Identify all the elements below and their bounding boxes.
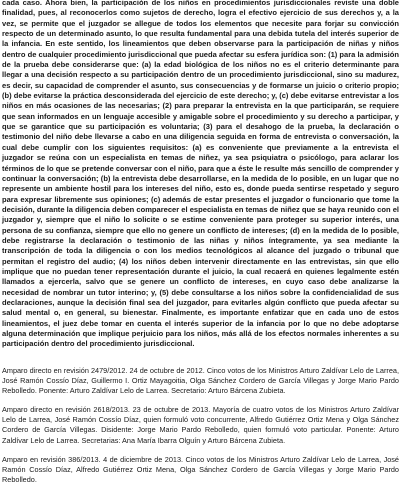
precedent-paragraph: Amparo directo en revisión 2618/2013. 23 de octubre de 2013. Mayoría de cuatro votos de los Ministros Arturo Zaldívar Lelo de Larrea, José Ramón Cossío Díaz, quien formuló voto concurrente, Alfredo Gutiérrez Ortiz Mena y Olga Sánchez Cordero de García Villegas. Disidente: Jorge Mario Pardo Rebolledo, quien formuló voto particular. Ponente: Arturo Zaldívar Lelo de Larrea. Secretarias: Ana María Ibarra Olguín y Arturo Bárcena Zubieta. [2, 405, 399, 445]
precedents-list [2, 366, 399, 486]
thesis-body-text: cada caso. Ahora bien, la participación de los niños en procedimientos jurisdiccionales reviste una doble finalidad, pues, al reconocerlos como sujetos de derecho, logra el efectivo ejercicio de sus derechos y, a la vez, se permite que el juzgador se allegue de todos los elementos que necesite para forjar su convicción respecto de un determinado asunto, lo que resulta fundamental para una debida tutela del interés superior de la infancia. En este sentido, los lineamientos que deben observarse para la participación de niñas y niños dentro de cualquier procedimiento jurisdiccional que pueda afectar su esfera jurídica son: (1) para la admisión de la prueba debe considerarse que: (a) la edad biológica de los niños no es el criterio determinante para llegar a una decisión respecto a su participación dentro de un procedimiento jurisdiccional, sino su madurez, es decir, su capacidad de comprender el asunto, sus consecuencias y de formarse un juicio o criterio propio; (b) debe evitarse la práctica desconsiderada del ejercicio de este derecho; y, (c) debe evitarse entrevistar a los niños en más ocasiones de las necesarias; (2) para preparar la entrevista en la que participarán, se requiere que sean informados en un lenguaje accesible y amigable sobre el procedimiento y su derecho a participar, y que se garantice que su participación es voluntaria; (3) para el desahogo de la prueba, la declaración o testimonio del niño debe llevarse a cabo en una diligencia seguida en forma de entrevista o conversación, la cual debe cumplir con los siguientes requisitos: (a) es conveniente que previamente a la entrevista el juzgador se reúna con un especialista en temas de niñez, ya sea psiquiatra o psicólogo, para aclarar los términos de lo que se pretende conversar con el niño, para que a éste le resulte más sencillo de comprender y continuar la conversación; (b) la entrevista debe desarrollarse, en la medida de lo posible, en un lugar que no represente un ambiente hostil para los intereses del niño, esto es, donde pueda sentirse respetado y seguro para expresar libremente sus opiniones; (c) además de estar presentes el juzgador o funcionario que tome la decisión, durante la diligencia deben comparecer el especialista en temas de niñez que se haya reunido con el juzgador y, siempre que el niño lo solicite o se estime conveniente para proteger su superior interés, una persona de su confianza, siempre que ello no genere un conflicto de intereses; (d) en la medida de lo posible, debe registrarse la declaración o testimonio de las niñas y niños íntegramente, ya sea mediante la transcripción de toda la diligencia o con los medios tecnológicos al alcance del juzgado o tribunal que permitan el registro del audio; (4) los niños deben intervenir directamente en las entrevistas, sin que ello implique que no puedan tener representación durante el juicio, la cual recaerá en quienes legalmente estén llamados a ejercerla, salvo que se genere un conflicto de intereses, en cuyo caso debe analizarse la necesidad de nombrar un tutor interino; y, (5) debe consultarse a los niños sobre la confidencialidad de sus declaraciones, aunque la decisión final sea del juzgador, para evitarles algún conflicto que pueda afectar su salud mental o, en general, su bienestar. Finalmente, es importante enfatizar que en cada uno de estos lineamientos, el juez debe tomar en cuenta el interés superior de la infancia por lo que no debe adoptarse alguna determinación que implique perjuicio para los niños, más allá de los efectos normales inherentes a su participación dentro del procedimiento jurisdiccional. [2, 0, 399, 349]
precedent-paragraph: Amparo directo en revisión 2479/2012. 24 de octubre de 2012. Cinco votos de los Ministros Arturo Zaldívar Lelo de Larrea, José Ramón Cossío Díaz, Guillermo I. Ortiz Mayagoitia, Olga Sánchez Cordero de García Villegas y Jorge Mario Pardo Rebolledo. Ponente: Arturo Zaldívar Lelo de Larrea. Secretario: Arturo Bárcena Zubieta. [2, 365, 399, 395]
section-divider [2, 357, 399, 358]
precedent-paragraph: Amparo en revisión 386/2013. 4 de diciembre de 2013. Cinco votos de los Ministros Arturo Zaldívar Lelo de Larrea, José Ramón Cossío Díaz, Alfredo Gutiérrez Ortiz Mena, Olga Sánchez Cordero de García Villegas y Jorge Mario Pardo Rebolledo. [2, 454, 399, 485]
